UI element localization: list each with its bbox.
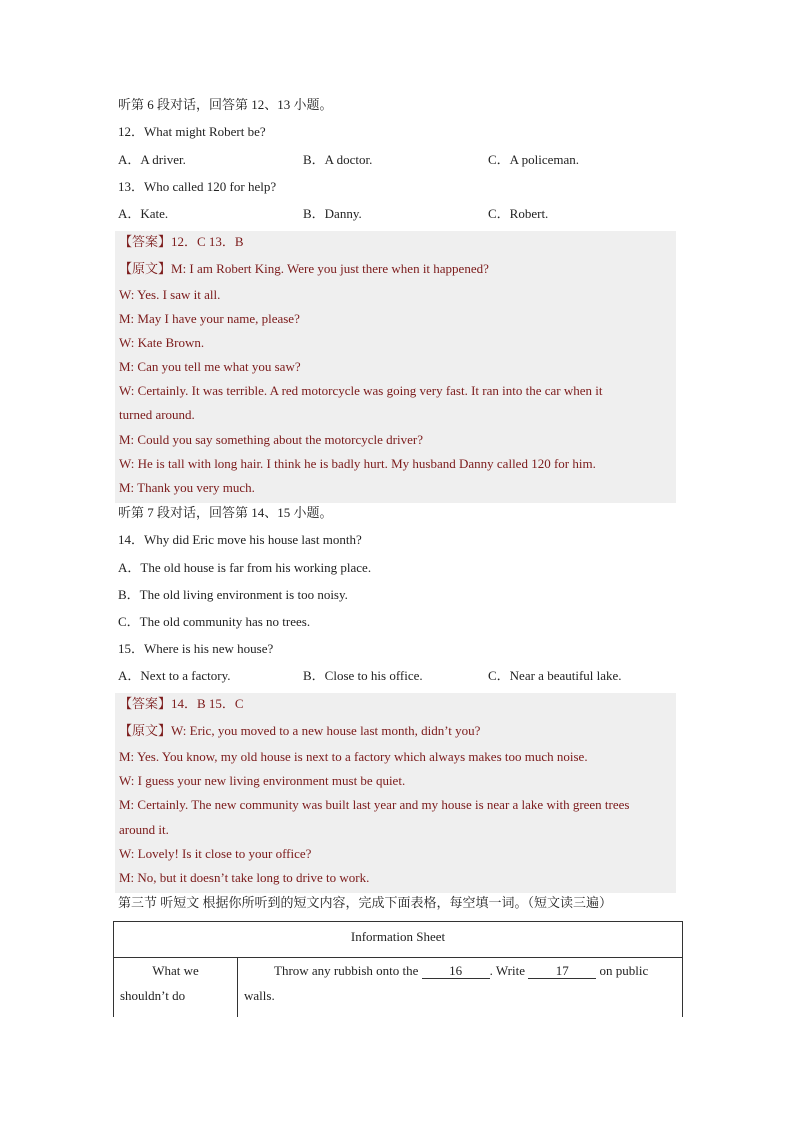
section6-answer-block: [115, 231, 676, 503]
section7-transcript-line: M: Certainly. The new community was built last year and my house is near a lake with green trees: [119, 797, 630, 812]
q13-option-c: C．Robert.: [488, 206, 549, 221]
section6-transcript-line: M: Could you say something about the motorcycle driver?: [119, 432, 423, 447]
q14-question: 14．Why did Eric move his house last month?: [118, 532, 362, 547]
section6-transcript-line: W: Kate Brown.: [119, 335, 205, 350]
row-label-line-2: shouldn’t do: [120, 988, 186, 1003]
transcript-text: W: Eric, you moved to a new house last month, didn’t you?: [171, 723, 481, 738]
answer-text: 14．B 15．C: [171, 696, 244, 711]
section6-transcript-line: turned around.: [119, 407, 195, 422]
section6-answer: [119, 234, 244, 250]
section7-answer: [119, 696, 244, 712]
q13-question: 13．Who called 120 for help?: [118, 179, 277, 194]
blank-17: 17: [528, 964, 596, 979]
row-content-line-2: walls.: [244, 988, 275, 1003]
answer-label: 【答案】: [119, 696, 172, 711]
section7-transcript-line: W: I guess your new living environment must be quiet.: [119, 773, 406, 788]
section7-transcript-line: M: No, but it doesn’t take long to drive to work.: [119, 870, 370, 885]
q12-question: 12．What might Robert be?: [118, 124, 266, 139]
section6-transcript-line: W: Certainly. It was terrible. A red motorcycle was going very fast. It ran into the car when it: [119, 383, 603, 398]
text-c: on public: [599, 963, 649, 978]
q12-option-c: C．A policeman.: [488, 152, 579, 167]
section3-intro: 第三节 听短文 根据你所听到的短文内容，完成下面表格，每空填一词。（短文读三遍）: [118, 895, 613, 910]
section6-transcript-line: M: Can you tell me what you saw?: [119, 359, 301, 374]
transcript-label: 【原文】: [119, 723, 172, 738]
section7-transcript-line: W: Lovely! Is it close to your office?: [119, 846, 312, 861]
q14-option-c: C．The old community has no trees.: [118, 614, 311, 629]
q14-option-b: B．The old living environment is too noisy.: [118, 587, 348, 602]
q15-option-a: A．Next to a factory.: [118, 668, 231, 683]
text-b: . Write: [489, 963, 526, 978]
q13-option-a: A．Kate.: [118, 206, 169, 221]
table-row-label: [114, 958, 238, 1017]
answer-text: 12．C 13．B: [171, 234, 244, 249]
section6-intro: 听第 6 段对话，回答第 12、13 小题。: [118, 97, 333, 112]
transcript-label: 【原文】: [119, 261, 172, 276]
section6-transcript-line: M: May I have your name, please?: [119, 311, 300, 326]
q13-option-b: B．Danny.: [303, 206, 362, 221]
section6-transcript-line: M: Thank you very much.: [119, 480, 255, 495]
section6-transcript-line: [119, 261, 489, 277]
section7-transcript-line: [119, 723, 480, 739]
section7-transcript-line: around it.: [119, 822, 169, 837]
blank-16: 16: [422, 964, 490, 979]
q12-option-b: B．A doctor.: [303, 152, 373, 167]
q12-option-a: A．A driver.: [118, 152, 186, 167]
section6-transcript-line: W: Yes. I saw it all.: [119, 287, 221, 302]
information-table: [113, 921, 683, 1017]
section7-intro: 听第 7 段对话，回答第 14、15 小题。: [118, 505, 333, 520]
transcript-text: M: I am Robert King. Were you just there when it happened?: [171, 261, 489, 276]
table-row-content: [238, 958, 684, 1017]
section7-transcript-line: M: Yes. You know, my old house is next to a factory which always makes too much noise.: [119, 749, 588, 764]
text-a: Throw any rubbish onto the: [274, 963, 419, 978]
q14-option-a: A．The old house is far from his working place.: [118, 560, 372, 575]
row-label-line-1: What we: [152, 963, 199, 978]
answer-label: 【答案】: [119, 234, 172, 249]
q15-question: 15．Where is his new house?: [118, 641, 274, 656]
section6-transcript-line: W: He is tall with long hair. I think he is badly hurt. My husband Danny called 120 for him.: [119, 456, 596, 471]
q15-option-b: B．Close to his office.: [303, 668, 423, 683]
section7-answer-block: [115, 693, 676, 893]
q15-option-c: C．Near a beautiful lake.: [488, 668, 622, 683]
table-title: Information Sheet: [114, 922, 682, 958]
row-content-line-1: [244, 958, 684, 983]
